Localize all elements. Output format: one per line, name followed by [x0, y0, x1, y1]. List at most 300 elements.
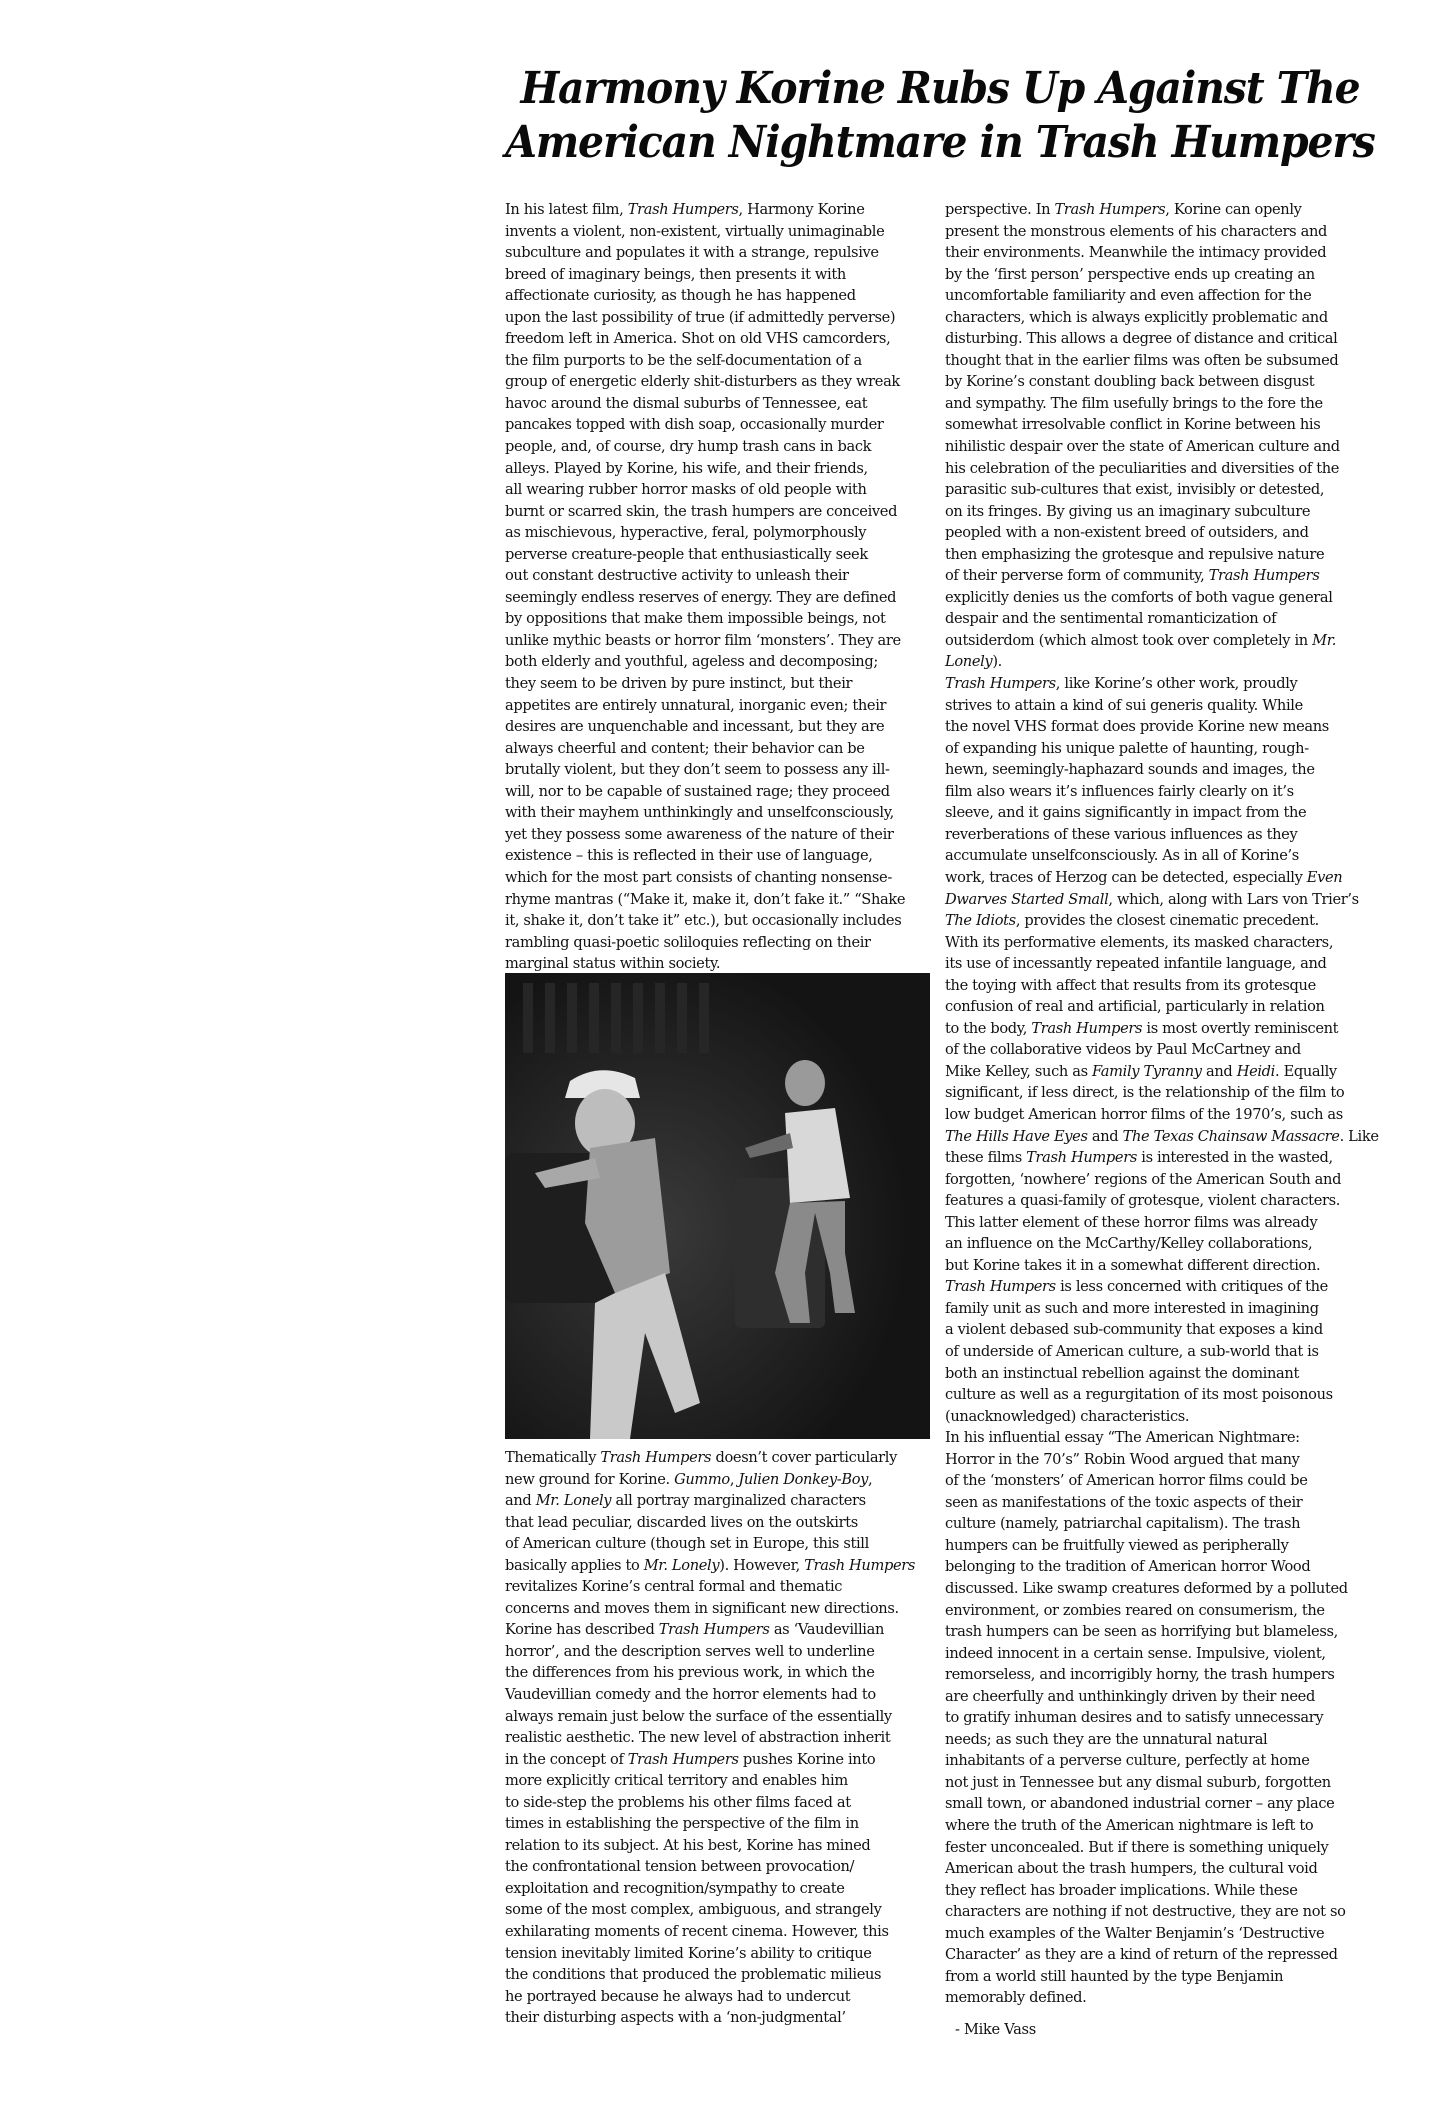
text-line: [505, 910, 935, 932]
italic-title: Trash Humpers: [1208, 567, 1320, 585]
text-run: hewn, seemingly-haphazard sounds and images, the: [945, 761, 1315, 779]
italic-title: Even: [1306, 868, 1343, 886]
text-run: revitalizes Korine’s central formal and thematic: [505, 1578, 843, 1596]
text-line: [945, 1686, 1370, 1708]
text-run: times in establishing the perspective of the film in: [505, 1815, 859, 1833]
text-run: and: [505, 1492, 536, 1510]
text-run: horror’, and the description serves well to underline: [505, 1642, 875, 1660]
italic-title: The Hills Have Eyes: [945, 1127, 1088, 1145]
text-line: [505, 522, 935, 544]
text-run: ). However,: [719, 1556, 805, 1574]
text-run: rhyme mantras (“Make it, make it, don’t fake it.” “Shake: [505, 890, 906, 908]
right-column-text: [945, 199, 1379, 2009]
text-run: by the ‘first person’ perspective ends up creating an: [945, 265, 1315, 283]
text-run: Horror in the 70’s” Robin Wood argued that many: [945, 1450, 1300, 1468]
italic-title: Mr.: [1312, 631, 1337, 649]
text-line: [945, 1190, 1370, 1212]
text-line: [945, 1363, 1370, 1385]
text-line: [945, 996, 1370, 1018]
text-line: [945, 328, 1370, 350]
text-line: [505, 371, 935, 393]
text-line: [945, 716, 1370, 738]
text-run: pancakes topped with dish soap, occasionally murder: [505, 416, 884, 434]
text-run: they seem to be driven by pure instinct, but their: [505, 675, 853, 693]
text-run: havoc around the dismal suburbs of Tennessee, eat: [505, 394, 868, 412]
text-line: [505, 436, 935, 458]
text-run: the confrontational tension between provocation/: [505, 1858, 855, 1876]
text-run: exhilarating moments of recent cinema. However, this: [505, 1923, 889, 1941]
text-run: their environments. Meanwhile the intimacy provided: [945, 244, 1327, 262]
text-line: [505, 221, 935, 243]
text-run: indeed innocent in a certain sense. Impulsive, violent,: [945, 1644, 1326, 1662]
text-run: and: [1201, 1062, 1237, 1080]
text-run: confusion of real and artificial, particularly in relation: [945, 998, 1325, 1016]
text-run: he portrayed because he always had to undercut: [505, 1987, 851, 2005]
text-line: [945, 1707, 1370, 1729]
italic-title: The Texas Chainsaw Massacre: [1122, 1127, 1340, 1145]
text-run: uncomfortable familiarity and even affection for the: [945, 287, 1312, 305]
text-run: some of the most complex, ambiguous, and strangely: [505, 1901, 882, 1919]
italic-title: The Idiots: [945, 912, 1016, 930]
text-line: [945, 458, 1370, 480]
text-run: breed of imaginary beings, then presents it with: [505, 265, 846, 283]
text-line: [945, 587, 1370, 609]
text-run: . Like: [1339, 1127, 1379, 1145]
text-line: [505, 1835, 935, 1857]
text-run: new ground for Korine.: [505, 1470, 675, 1488]
text-line: [945, 1966, 1370, 1988]
text-line: [945, 1492, 1370, 1514]
text-run: needs; as such they are the unnatural natural: [945, 1730, 1268, 1748]
text-run: ,: [868, 1470, 873, 1488]
text-line: [945, 1578, 1370, 1600]
text-line: [505, 889, 935, 911]
text-run: invents a violent, non-existent, virtually unimaginable: [505, 222, 885, 240]
text-run: out constant destructive activity to unleash their: [505, 567, 849, 585]
text-run: seen as manifestations of the toxic aspects of their: [945, 1493, 1303, 1511]
text-run: always cheerful and content; their behavior can be: [505, 739, 865, 757]
text-line: [505, 824, 935, 846]
text-run: ).: [992, 653, 1002, 671]
text-run: yet they possess some awareness of the nature of their: [505, 825, 894, 843]
text-line: [505, 716, 935, 738]
italic-title: Lonely: [945, 653, 993, 671]
text-line: [505, 458, 935, 480]
text-run: nihilistic despair over the state of American culture and: [945, 438, 1340, 456]
text-run: belonging to the tradition of American horror Wood: [945, 1558, 1311, 1576]
text-line: [945, 501, 1370, 523]
text-run: in the concept of: [505, 1750, 628, 1768]
text-run: ,: [729, 1470, 739, 1488]
text-run: culture as well as a regurgitation of its most poisonous: [945, 1386, 1333, 1404]
text-line: [505, 1555, 935, 1577]
text-run: relation to its subject. At his best, Korine has mined: [505, 1836, 871, 1854]
text-run: to gratify inhuman desires and to satisfy unnecessary: [945, 1709, 1324, 1727]
text-line: [945, 1556, 1370, 1578]
text-run: somewhat irresolvable conflict in Korine between his: [945, 416, 1321, 434]
text-line: [505, 651, 935, 673]
text-run: freedom left in America. Shot on old VHS camcorders,: [505, 330, 891, 348]
text-line: [945, 414, 1370, 436]
text-line: [945, 307, 1370, 329]
italic-title: Trash Humpers: [600, 1449, 712, 1466]
text-run: significant, if less direct, is the relationship of the film to: [945, 1084, 1345, 1102]
text-run: alleys. Played by Korine, his wife, and their friends,: [505, 459, 868, 477]
text-run: by oppositions that make them impossible beings, not: [505, 610, 886, 628]
text-line: [505, 264, 935, 286]
text-line: [505, 501, 935, 523]
text-line: [945, 1729, 1370, 1751]
text-line: [945, 1104, 1370, 1126]
text-line: [505, 1447, 935, 1469]
text-line: [945, 1427, 1370, 1449]
text-run: is less concerned with critiques of the: [1055, 1278, 1328, 1296]
text-run: which for the most part consists of chanting nonsense-: [505, 868, 892, 886]
text-run: perverse creature-people that enthusiastically seek: [505, 545, 868, 563]
text-run: This latter element of these horror films was already: [945, 1213, 1318, 1231]
text-line: [505, 479, 935, 501]
italic-title: Heidi: [1236, 1062, 1275, 1080]
text-line: [945, 350, 1370, 372]
text-run: where the truth of the American nightmare is left to: [945, 1817, 1314, 1835]
text-line: [945, 1169, 1370, 1191]
text-line: [945, 975, 1370, 997]
text-run: Mike Kelley, such as: [945, 1062, 1093, 1080]
text-run: With its performative elements, its masked characters,: [945, 933, 1334, 951]
text-line: [945, 845, 1370, 867]
text-run: existence – this is reflected in their use of language,: [505, 847, 873, 865]
text-line: [945, 651, 1370, 673]
text-line: [505, 1576, 935, 1598]
text-line: [945, 1858, 1370, 1880]
text-run: disturbing. This allows a degree of distance and critical: [945, 330, 1338, 348]
text-line: [945, 1815, 1370, 1837]
text-line: [945, 1341, 1370, 1363]
text-line: [505, 932, 935, 954]
text-run: is interested in the wasted,: [1136, 1149, 1333, 1167]
text-run: marginal status within society.: [505, 955, 721, 973]
italic-title: Mr. Lonely: [643, 1556, 720, 1574]
text-line: [945, 781, 1370, 803]
text-run: it, shake it, don’t take it” etc.), but occasionally includes: [505, 912, 902, 930]
italic-title: Trash Humpers: [945, 675, 1056, 693]
text-run: parasitic sub-cultures that exist, invisibly or detested,: [945, 481, 1325, 499]
text-run: tension inevitably limited Korine’s ability to critique: [505, 1944, 872, 1962]
text-line: [505, 738, 935, 760]
text-line: [945, 1233, 1370, 1255]
text-line: [505, 414, 935, 436]
text-line: [505, 802, 935, 824]
text-run: humpers can be fruitfully viewed as peripherally: [945, 1536, 1289, 1554]
text-line: [945, 1664, 1370, 1686]
text-line: [505, 953, 935, 975]
text-line: [505, 1986, 935, 2008]
text-line: [945, 1923, 1370, 1945]
text-run: , like Korine’s other work, proudly: [1055, 675, 1298, 693]
text-line: [945, 1276, 1370, 1298]
text-run: characters are nothing if not destructive, they are not so: [945, 1903, 1346, 1921]
text-run: all wearing rubber horror masks of old people with: [505, 481, 867, 499]
text-line: [505, 1662, 935, 1684]
text-run: but Korine takes it in a somewhat different direction.: [945, 1256, 1321, 1274]
text-line: [505, 759, 935, 781]
text-run: both elderly and youthful, ageless and decomposing;: [505, 653, 878, 671]
text-run: despair and the sentimental romanticization of: [945, 610, 1277, 628]
left-column-bottom-text: [505, 1447, 935, 2029]
text-line: [945, 1061, 1370, 1083]
text-run: of underside of American culture, a sub-world that is: [945, 1342, 1319, 1360]
text-line: [945, 1319, 1370, 1341]
text-run: outsiderdom (which almost took over completely in: [945, 631, 1313, 649]
text-line: [505, 1727, 935, 1749]
text-run: an influence on the McCarthy/Kelley collaborations,: [945, 1235, 1313, 1253]
text-line: [505, 199, 935, 221]
text-run: basically applies to: [505, 1556, 644, 1574]
text-line: [945, 393, 1370, 415]
text-run: accumulate unselfconsciously. As in all of Korine’s: [945, 847, 1299, 865]
text-run: not just in Tennessee but any dismal suburb, forgotten: [945, 1773, 1331, 1791]
text-run: a violent debased sub-community that exposes a kind: [945, 1321, 1323, 1339]
text-line: [945, 1018, 1370, 1040]
text-run: these films: [945, 1149, 1027, 1167]
text-line: [505, 1706, 935, 1728]
text-line: [505, 1490, 935, 1512]
text-run: memorably defined.: [945, 1989, 1087, 2007]
text-line: [945, 436, 1370, 458]
text-run: exploitation and recognition/sympathy to create: [505, 1879, 845, 1897]
text-line: [945, 221, 1370, 243]
text-run: of expanding his unique palette of haunting, rough-: [945, 739, 1309, 757]
text-run: more explicitly critical territory and enables him: [505, 1772, 848, 1790]
text-line: [945, 802, 1370, 824]
text-run: reverberations of these various influences as they: [945, 825, 1298, 843]
text-line: [505, 781, 935, 803]
text-line: [945, 759, 1370, 781]
text-line: [505, 1469, 935, 1491]
text-run: brutally violent, but they don’t seem to possess any ill-: [505, 761, 890, 779]
text-run: that lead peculiar, discarded lives on the outskirts: [505, 1513, 858, 1531]
left-column-top-text: [505, 199, 935, 975]
text-run: burnt or scarred skin, the trash humpers are conceived: [505, 502, 898, 520]
text-line: [505, 1749, 935, 1771]
article-title: [503, 62, 1377, 170]
text-run: low budget American horror films of the 1970’s, such as: [945, 1105, 1343, 1123]
text-line: [945, 1255, 1370, 1277]
text-line: [945, 1987, 1370, 2009]
text-line: [505, 1943, 935, 1965]
text-run: culture (namely, patriarchal capitalism). The trash: [945, 1515, 1301, 1533]
text-run: In his influential essay “The American Nightmare:: [945, 1429, 1300, 1447]
text-run: strives to attain a kind of sui generis quality. While: [945, 696, 1303, 714]
text-run: Vaudevillian comedy and the horror elements had to: [505, 1686, 876, 1704]
text-line: [505, 393, 935, 415]
text-run: Thematically: [505, 1449, 601, 1466]
text-line: [945, 285, 1370, 307]
text-run: subculture and populates it with a strange, repulsive: [505, 244, 879, 262]
text-line: [945, 1535, 1370, 1557]
text-run: they reflect has broader implications. While these: [945, 1881, 1298, 1899]
text-run: of the collaborative videos by Paul McCartney and: [945, 1041, 1301, 1059]
text-line: [945, 1837, 1370, 1859]
text-run: present the monstrous elements of his characters and: [945, 222, 1327, 240]
text-run: is most overtly reminiscent: [1142, 1019, 1339, 1037]
text-run: forgotten, ‘nowhere’ regions of the American South and: [945, 1170, 1342, 1188]
italic-title: Mr. Lonely: [535, 1492, 612, 1510]
text-run: of their perverse form of community,: [945, 567, 1209, 585]
text-run: In his latest film,: [505, 201, 628, 218]
text-line: [945, 867, 1370, 889]
text-line: [945, 738, 1370, 760]
text-line: [945, 1643, 1370, 1665]
text-line: [945, 932, 1370, 954]
text-run: to side-step the problems his other films faced at: [505, 1793, 851, 1811]
text-line: [945, 371, 1370, 393]
text-run: upon the last possibility of true (if admittedly perverse): [505, 308, 896, 326]
text-line: [945, 565, 1370, 587]
film-still-photo: [505, 973, 930, 1439]
text-line: [505, 1512, 935, 1534]
text-run: as ‘Vaudevillian: [769, 1621, 884, 1639]
text-run: as mischievous, hyperactive, feral, polymorphously: [505, 524, 867, 542]
text-line: [945, 824, 1370, 846]
text-line: [945, 242, 1370, 264]
text-run: features a quasi-family of grotesque, violent characters.: [945, 1192, 1341, 1210]
text-run: of American culture (though set in Europe, this still: [505, 1535, 869, 1553]
title-line-1: Harmony Korine Rubs Up Against The: [520, 63, 1360, 114]
text-run: remorseless, and incorrigibly horny, the trash humpers: [945, 1666, 1335, 1684]
text-run: sleeve, and it gains significantly in impact from the: [945, 804, 1307, 822]
text-line: [945, 1470, 1370, 1492]
italic-title: Trash Humpers: [627, 1750, 739, 1768]
text-run: group of energetic elderly shit-disturbers as they wreak: [505, 373, 900, 391]
text-line: [945, 953, 1370, 975]
text-run: film also wears it’s influences fairly clearly on it’s: [945, 782, 1294, 800]
italic-title: Trash Humpers: [945, 1278, 1056, 1296]
text-line: [945, 1147, 1370, 1169]
text-line: [945, 479, 1370, 501]
text-line: [945, 1513, 1370, 1535]
italic-title: Trash Humpers: [627, 201, 739, 218]
text-run: , Harmony Korine: [738, 201, 865, 218]
text-line: [505, 1619, 935, 1641]
italic-title: Gummo: [674, 1470, 730, 1488]
text-run: the differences from his previous work, in which the: [505, 1664, 875, 1682]
italic-title: Trash Humpers: [1026, 1149, 1137, 1167]
text-line: [945, 1621, 1370, 1643]
text-run: the conditions that produced the problematic milieus: [505, 1966, 882, 1984]
title-line-2: American Nightmare in Trash Humpers: [505, 117, 1375, 168]
author-signature: - Mike Vass: [955, 2021, 1036, 2038]
text-line: [945, 1384, 1370, 1406]
text-run: realistic aesthetic. The new level of abstraction inherit: [505, 1729, 891, 1747]
text-run: to the body,: [945, 1019, 1032, 1037]
text-line: [505, 1813, 935, 1835]
text-run: Korine has described: [505, 1621, 659, 1639]
text-run: always remain just below the surface of the essentially: [505, 1707, 892, 1725]
text-line: [505, 1878, 935, 1900]
text-line: [505, 285, 935, 307]
text-line: [505, 1770, 935, 1792]
text-line: [945, 889, 1370, 911]
text-run: desires are unquenchable and incessant, but they are: [505, 718, 885, 736]
text-run: , provides the closest cinematic precedent.: [1015, 912, 1319, 930]
text-line: [505, 867, 935, 889]
text-line: [945, 544, 1370, 566]
text-line: [945, 673, 1370, 695]
text-run: , Korine can openly: [1165, 201, 1302, 218]
text-run: the toying with affect that results from its grotesque: [945, 976, 1316, 994]
text-line: [505, 307, 935, 329]
text-line: [505, 587, 935, 609]
text-line: [945, 1600, 1370, 1622]
text-line: [505, 1964, 935, 1986]
text-run: its use of incessantly repeated infantile language, and: [945, 955, 1327, 973]
text-run: pushes Korine into: [738, 1750, 876, 1768]
text-line: [505, 328, 935, 350]
text-run: all portray marginalized characters: [611, 1492, 866, 1510]
text-run: and sympathy. The film usefully brings to the fore the: [945, 394, 1323, 412]
text-line: [505, 1598, 935, 1620]
film-still-illustration: [505, 973, 930, 1439]
text-run: discussed. Like swamp creatures deformed by a polluted: [945, 1580, 1348, 1597]
text-run: and: [1087, 1127, 1123, 1145]
text-line: [945, 1750, 1370, 1772]
text-run: perspective. In: [945, 201, 1055, 218]
text-line: [945, 630, 1370, 652]
text-line: [945, 264, 1370, 286]
italic-title: Family Tyranny: [1092, 1062, 1202, 1080]
text-line: [505, 630, 935, 652]
text-run: from a world still haunted by the type Benjamin: [945, 1967, 1284, 1985]
text-run: the film purports to be the self-documentation of a: [505, 351, 862, 369]
text-run: on its fringes. By giving us an imaginary subculture: [945, 502, 1311, 520]
text-line: [945, 1880, 1370, 1902]
text-line: [945, 910, 1370, 932]
italic-title: Trash Humpers: [1054, 201, 1166, 218]
text-line: [945, 1449, 1370, 1471]
text-run: both an instinctual rebellion against the dominant: [945, 1364, 1299, 1382]
text-line: [945, 1772, 1370, 1794]
text-line: [505, 2007, 935, 2029]
text-line: [505, 608, 935, 630]
text-run: peopled with a non-existent breed of outsiders, and: [945, 524, 1309, 542]
text-run: work, traces of Herzog can be detected, especially: [945, 868, 1307, 886]
text-line: [505, 695, 935, 717]
text-run: , which, along with Lars von Trier’s: [1108, 890, 1359, 908]
text-run: the novel VHS format does provide Korine new means: [945, 718, 1329, 736]
text-line: [945, 1039, 1370, 1061]
text-run: much examples of the Walter Benjamin’s ‘Destructive: [945, 1924, 1325, 1942]
text-run: are cheerfully and unthinkingly driven by their need: [945, 1687, 1315, 1705]
text-run: family unit as such and more interested in imagining: [945, 1299, 1319, 1317]
italic-title: Trash Humpers: [658, 1621, 770, 1639]
text-run: affectionate curiosity, as though he has happened: [505, 287, 856, 305]
text-run: small town, or abandoned industrial corner – any place: [945, 1795, 1335, 1813]
text-run: his celebration of the peculiarities and diversities of the: [945, 459, 1340, 477]
text-run: concerns and moves them in significant new directions.: [505, 1599, 899, 1617]
text-run: doesn’t cover particularly: [711, 1449, 898, 1466]
text-run: American about the trash humpers, the cultural void: [945, 1860, 1318, 1878]
text-line: [505, 350, 935, 372]
text-line: [945, 1212, 1370, 1234]
text-line: [505, 1684, 935, 1706]
text-run: thought that in the earlier films was often be subsumed: [945, 351, 1339, 369]
text-run: unlike mythic beasts or horror film ‘monsters’. They are: [505, 631, 901, 649]
text-line: [945, 608, 1370, 630]
text-run: of the ‘monsters’ of American horror films could be: [945, 1472, 1308, 1490]
text-run: (unacknowledged) characteristics.: [945, 1407, 1190, 1425]
text-run: explicitly denies us the comforts of both vague general: [945, 588, 1333, 606]
